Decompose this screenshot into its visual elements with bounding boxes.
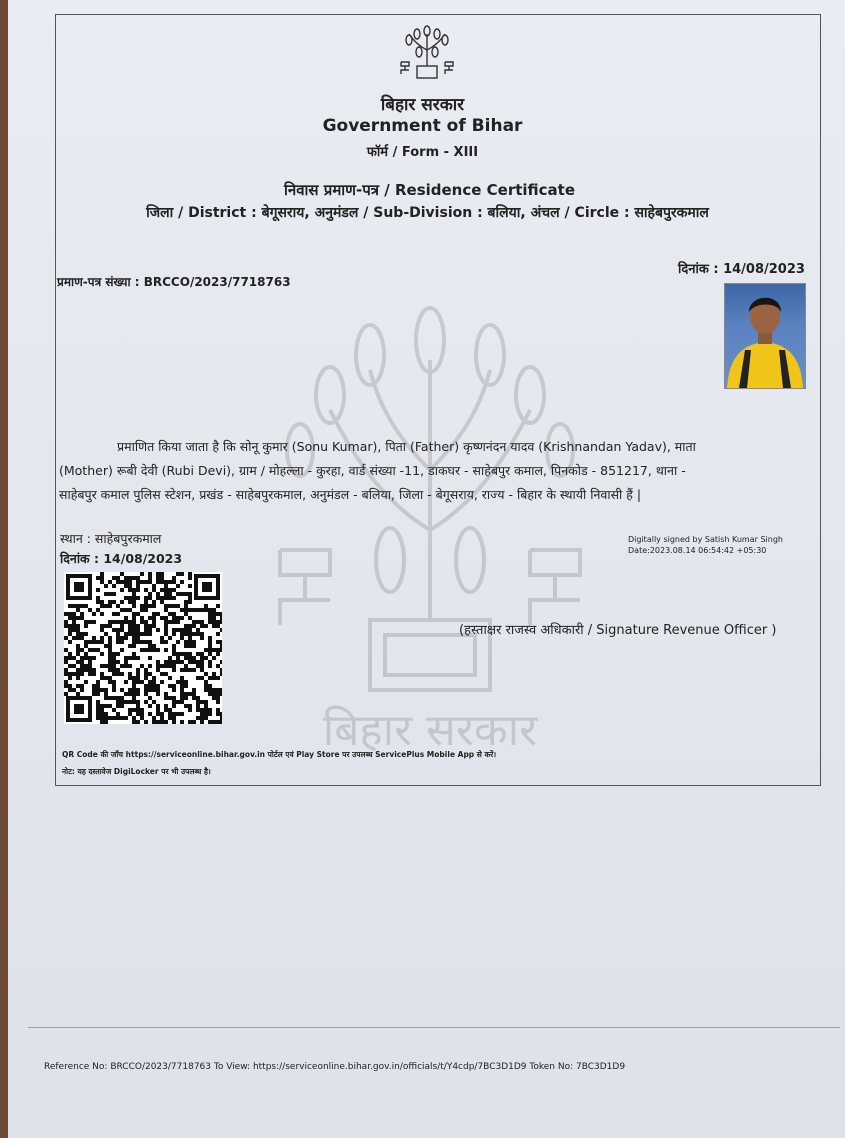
officer-signature: (हस्ताक्षर राजस्व अधिकारी / Signature Revenue Officer ) xyxy=(459,623,777,638)
digital-signature-date: Date:2023.08.14 06:54:42 +05:30 xyxy=(628,546,767,555)
watermark-text: बिहार सरकार xyxy=(322,705,538,756)
qr-code[interactable] xyxy=(64,572,222,724)
digital-signature-name: Digitally signed by Satish Kumar Singh xyxy=(628,535,783,544)
qr-note: QR Code की जाँच https://serviceonline.bihar.gov.in पोर्टल एवं Play Store पर उपलब्ध ServicePlus Mobile App से करें। xyxy=(62,750,497,759)
certificate-title: निवास प्रमाण-पत्र / Residence Certificate xyxy=(283,181,576,199)
certificate-number: प्रमाण-पत्र संख्या : BRCCO/2023/7718763 xyxy=(57,275,291,289)
title-english: Government of Bihar xyxy=(322,116,523,136)
place-label: स्थान : साहेबपुरकमाल xyxy=(60,531,162,546)
place-date: दिनांक : 14/08/2023 xyxy=(60,551,183,566)
digilocker-note: नोट: यह दस्तावेज DigiLocker पर भी उपलब्ध है। xyxy=(62,767,211,776)
applicant-photo xyxy=(724,283,806,389)
reference-line: Reference No: BRCCO/2023/7718763 To View: https://serviceonline.bihar.gov.in/officials/t/Y4cdp/7BC3D1D9 Token No: 7BC3D1D9 xyxy=(44,1062,626,1072)
form-number: फॉर्म / Form - XIII xyxy=(366,145,479,160)
footer-divider xyxy=(28,1027,840,1028)
body-line-1: प्रमाणित किया जाता है कि सोनू कुमार (Sonu Kumar), पिता (Father) कृष्णनंदन यादव (Krishnandan Yadav), माता xyxy=(117,439,696,454)
location-line: जिला / District : बेगूसराय, अनुमंडल / Sub-Division : बलिया, अंचल / Circle : साहेबपुरकमाल xyxy=(146,205,709,221)
emblem-icon xyxy=(397,24,457,86)
issue-date: दिनांक : 14/08/2023 xyxy=(678,262,805,277)
body-line-2: (Mother) रूबी देवी (Rubi Devi), ग्राम / मोहल्ला - कुरहा, वार्ड संख्या -11, डाकघर - साहेबपुर कमाल, पिनकोड - 851217, थाना - xyxy=(59,463,686,478)
title-hindi: बिहार सरकार xyxy=(380,95,465,115)
body-line-3: साहेबपुर कमाल पुलिस स्टेशन, प्रखंड - साहेबपुरकमाल, अनुमंडल - बलिया, जिला - बेगूसराय, राज्य - बिहार के स्थायी निवासी हैं | xyxy=(59,487,642,502)
watermark-emblem-icon xyxy=(270,300,590,760)
